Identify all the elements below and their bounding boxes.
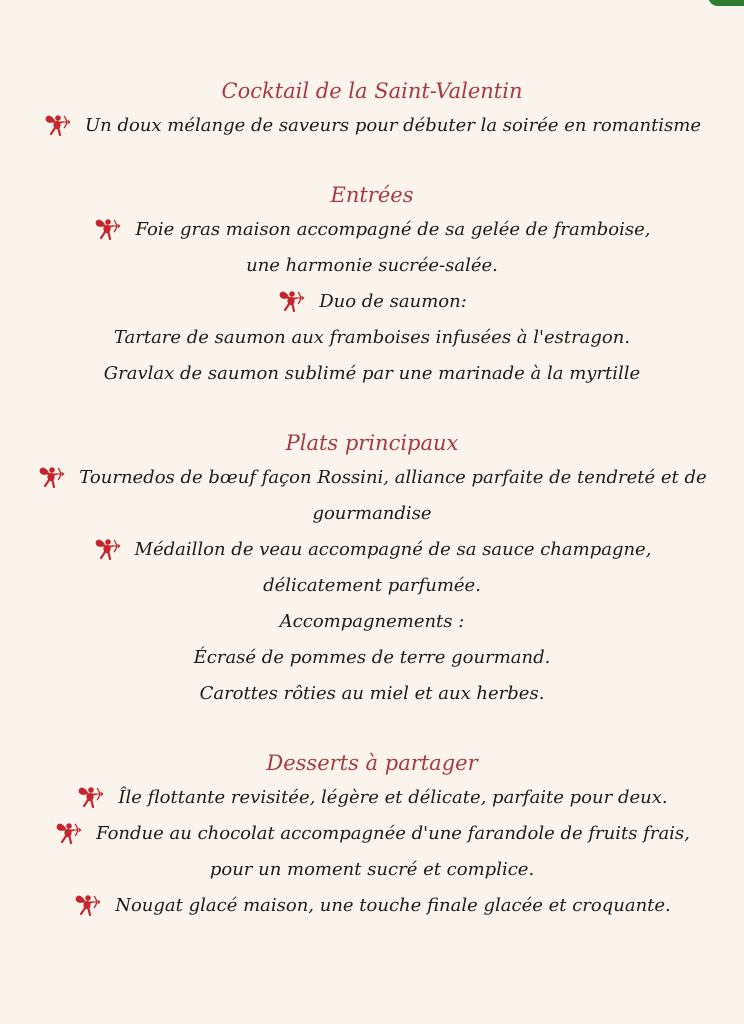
menu-line-text: Médaillon de veau accompagné de sa sauce champagne, [134,539,652,560]
menu-line [0,816,744,852]
cupid-icon [43,113,71,137]
section-title-cocktail: Cocktail de la Saint-Valentin [221,79,523,103]
menu [0,74,744,924]
menu-line [0,780,744,816]
cupid-icon [54,821,82,845]
menu-line-text: Fondue au chocolat accompagnée d'une farandole de fruits frais, [96,823,690,844]
menu-line-text: Carottes rôties au miel et aux herbes. [199,683,545,704]
menu-line [0,532,744,568]
menu-line-text: Un doux mélange de saveurs pour débuter la soirée en romantisme [84,115,702,136]
menu-line-text: Duo de saumon: [319,291,467,312]
section-title-desserts: Desserts à partager [266,751,478,775]
section-title-entrees: Entrées [330,183,414,207]
cupid-icon [93,537,121,561]
menu-line-text: délicatement parfumée. [263,575,481,596]
menu-line-text: Écrasé de pommes de terre gourmand. [193,647,551,668]
menu-line-text: Nougat glacé maison, une touche finale glacée et croquante. [115,895,671,916]
menu-line-text: Tournedos de bœuf façon Rossini, alliance parfaite de tendreté et de [79,467,707,488]
menu-line [0,568,744,604]
menu-line [0,676,744,712]
menu-line-text: une harmonie sucrée-salée. [246,255,498,276]
menu-line [0,248,744,284]
menu-line [0,212,744,248]
corner-tab [708,0,744,6]
section-title-plats: Plats principaux [285,431,459,455]
menu-line [0,888,744,924]
menu-line [0,852,744,888]
menu-line-text: gourmandise [312,503,432,524]
cupid-icon [277,289,305,313]
cupid-icon [93,217,121,241]
menu-line [0,460,744,496]
menu-line [0,640,744,676]
menu-line-text: Accompagnements : [279,611,465,632]
menu-line-text: Île flottante revisitée, légère et délicate, parfaite pour deux. [118,787,668,808]
menu-line-text: Tartare de saumon aux framboises infusées à l'estragon. [113,327,631,348]
cupid-icon [73,893,101,917]
menu-line-text: pour un moment sucré et complice. [209,859,535,880]
menu-line-text: Gravlax de saumon sublimé par une marinade à la myrtille [103,363,641,384]
menu-line [0,496,744,532]
menu-line [0,356,744,392]
cupid-icon [76,785,104,809]
menu-line-text: Foie gras maison accompagné de sa gelée de framboise, [135,219,651,240]
cupid-icon [37,465,65,489]
menu-line [0,284,744,320]
menu-line [0,108,744,144]
menu-line [0,604,744,640]
menu-line [0,320,744,356]
